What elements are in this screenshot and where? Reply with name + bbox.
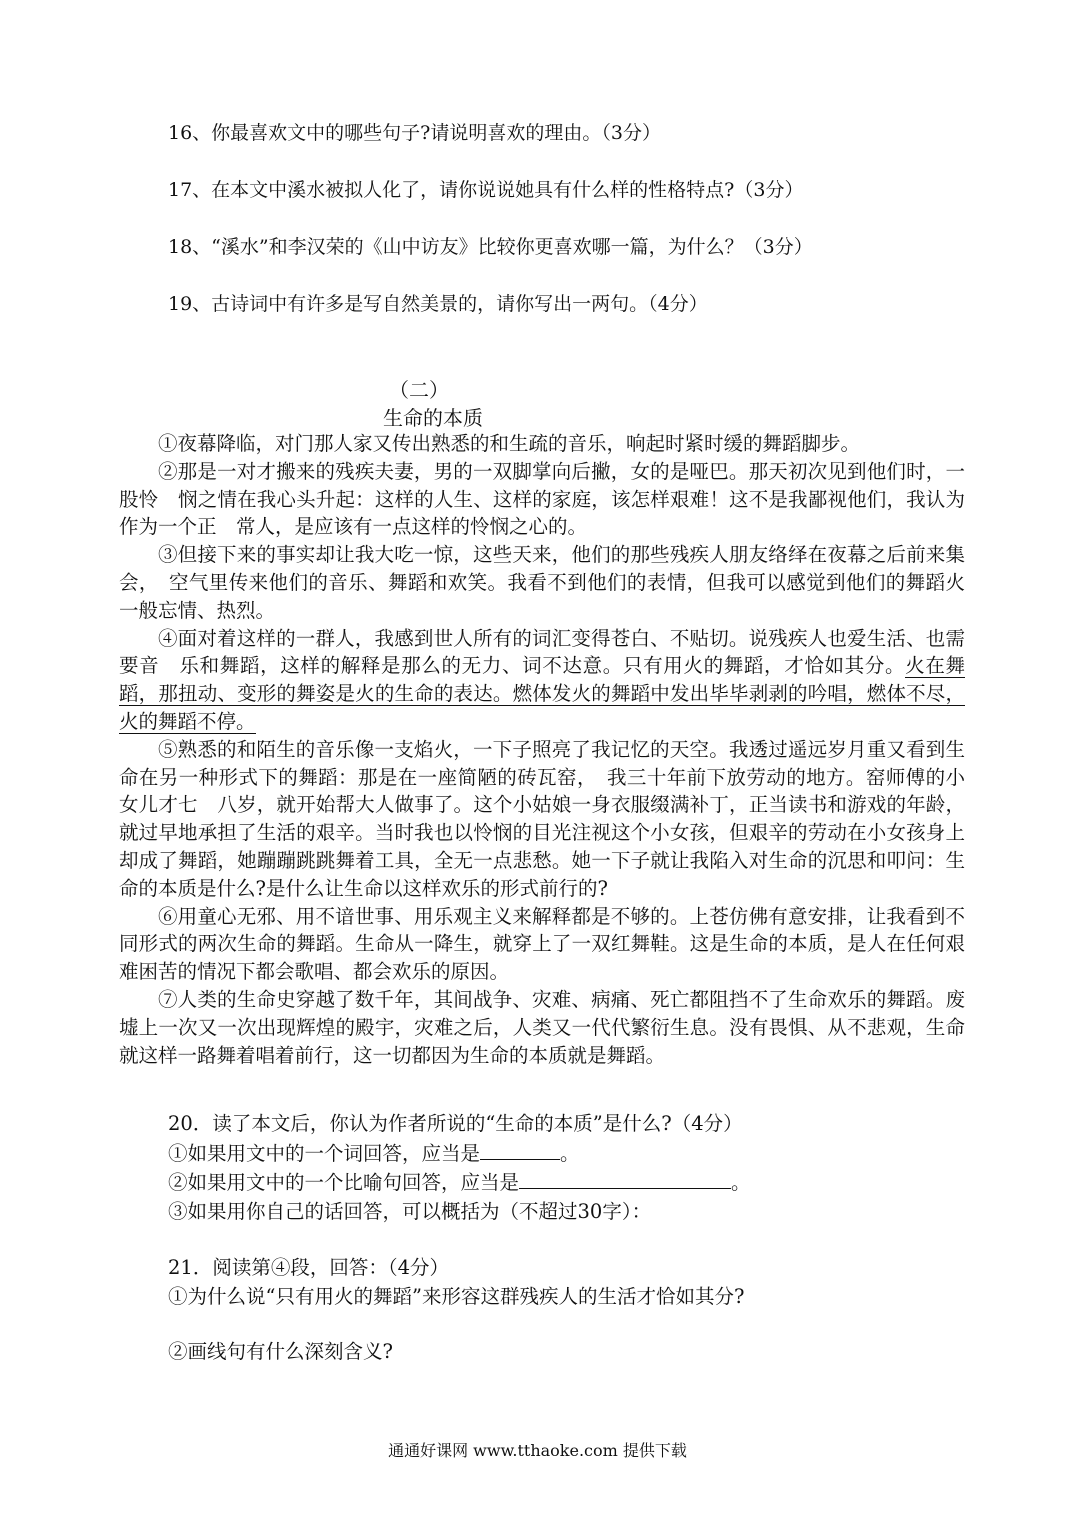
paragraph-2: ②那是一对才搬来的残疾夫妻，男的一双脚掌向后撇，女的是哑巴。那天初次见到他们时，一股怜 悯之情在我心头升起：这样的人生、这样的家庭，该怎样艰难！这不是我鄙视他们，我认为作为一个正 常人，是应该有一点这样的怜悯之心的。 bbox=[119, 459, 965, 539]
question-17: 17、在本文中溪水被拟人化了，请你说说她具有什么样的性格特点?（3分） bbox=[168, 179, 804, 201]
paragraph-4 bbox=[119, 625, 965, 736]
q20-part-1-suffix: 。 bbox=[560, 1142, 580, 1165]
section-number: （二） bbox=[389, 378, 449, 402]
article-body bbox=[119, 430, 965, 1069]
q20-part-2-text: ②如果用文中的一个比喻句回答，应当是 bbox=[168, 1171, 520, 1194]
question-18: 18、“溪水”和李汉荣的《山中访友》比较你更喜欢哪一篇，为什么？（3分） bbox=[168, 236, 813, 258]
question-20-stem: 20．读了本文后，你认为作者所说的“生命的本质”是什么?（4分） bbox=[168, 1112, 743, 1135]
question-21-part-2: ②画线句有什么深刻含义? bbox=[168, 1340, 393, 1363]
question-19: 19、古诗词中有许多是写自然美景的，请你写出一两句。（4分） bbox=[168, 293, 708, 315]
question-21-stem: 21．阅读第④段，回答：（4分） bbox=[168, 1256, 449, 1279]
paragraph-7: ⑦人类的生命史穿越了数千年，其间战争、灾难、病痛、死亡都阻挡不了生命欢乐的舞蹈。废墟上一次又一次出现辉煌的殿宇，灾难之后，人类又一代代繁衍生息。没有畏惧、从不悲观，生命就这样一路舞着唱着前行，这一切都因为生命的本质就是舞蹈。 bbox=[119, 987, 965, 1067]
paragraph-5: ⑤熟悉的和陌生的音乐像一支焰火，一下子照亮了我记忆的天空。我透过遥远岁月重又看到生命在另一种形式下的舞蹈：那是在一座简陋的砖瓦窑， 我三十年前下放劳动的地方。窑师傅的小女儿才七 八岁，就开始帮大人做事了。这个小姑娘一身衣服缀满补丁，正当读书和游戏的年龄，就过早地承担了生活的艰辛。当时我也以怜悯的目光注视这个小女孩，但艰辛的劳动在小女孩身上却成了舞蹈，她蹦蹦跳跳舞着工具，全无一点悲愁。她一下子就让我陷入对生命的沉思和叩问：生命的本质是什么?是什么让生命以这样欢乐的形式前行的? bbox=[119, 737, 965, 900]
underlined-sentence: 火在舞蹈，那扭动、变形的舞姿是火的生命的表达。燃体发火的舞蹈中发出毕毕剥剥的吟唱，燃体不尽，火的舞蹈不停。 bbox=[119, 654, 965, 733]
q20-part-1-text: ①如果用文中的一个词回答，应当是 bbox=[168, 1142, 481, 1165]
answer-blank-2[interactable] bbox=[519, 1170, 731, 1189]
question-21-part-1: ①为什么说“只有用火的舞蹈”来形容这群残疾人的生活才恰如其分? bbox=[168, 1285, 745, 1308]
answer-blank-1[interactable] bbox=[480, 1141, 560, 1160]
q20-part-2-suffix: 。 bbox=[731, 1171, 751, 1194]
article-title: 生命的本质 bbox=[383, 406, 483, 430]
paragraph-1: ①夜幕降临，对门那人家又传出熟悉的和生疏的音乐，响起时紧时缓的舞蹈脚步。 bbox=[158, 432, 861, 455]
paragraph-6: ⑥用童心无邪、用不谙世事、用乐观主义来解释都是不够的。上苍仿佛有意安排，让我看到不同形式的两次生命的舞蹈。生命从一降生，就穿上了一双红舞鞋。这是生命的本质，是人在任何艰难困苦的情况下都会歌唱、都会欢乐的原因。 bbox=[119, 904, 965, 984]
question-20-part-1 bbox=[168, 1140, 580, 1168]
page-footer: 通通好课网 www.tthaoke.com 提供下载 bbox=[388, 1441, 687, 1460]
paragraph-4-text: ④面对着这样的一群人，我感到世人所有的词汇变得苍白、不贴切。说残疾人也爱生活、也需要音 乐和舞蹈，这样的解释是那么的无力、词不达意。只有用火的舞蹈，才恰如其分。 bbox=[119, 626, 965, 678]
question-16: 16、你最喜欢文中的哪些句子?请说明喜欢的理由。（3分） bbox=[168, 122, 661, 144]
paragraph-3: ③但接下来的事实却让我大吃一惊，这些天来，他们的那些残疾人朋友络绎在夜幕之后前来集会， 空气里传来他们的音乐、舞蹈和欢笑。我看不到他们的表情，但我可以感觉到他们的舞蹈火一般忘情、热烈。 bbox=[119, 543, 965, 622]
question-20-part-2 bbox=[168, 1169, 751, 1197]
question-20-part-3: ③如果用你自己的话回答，可以概括为（不超过30字）： bbox=[168, 1200, 652, 1223]
